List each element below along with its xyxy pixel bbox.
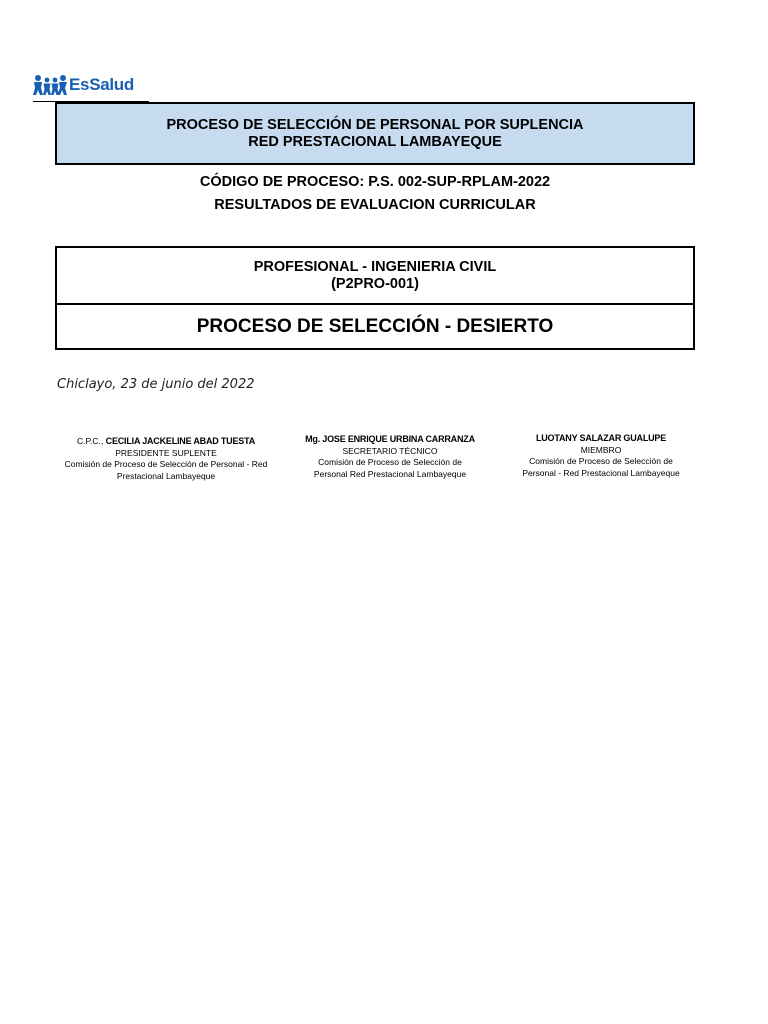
signatory-role: SECRETARIO TÉCNICO [342,445,438,456]
signatory-name: Mg. JOSE ENRIQUE URBINA CARRANZA [305,434,475,444]
signatory-committee-line1: Comisión de Proceso de Selección de Personal - Red [64,459,268,469]
signatory-president [60,436,272,482]
essalud-logo [33,72,134,98]
signatory-name-line [515,433,687,445]
signatory-name: LUOTANY SALAZAR GUALUPE [535,433,667,443]
results-title: RESULTADOS DE EVALUACION CURRICULAR [214,197,536,213]
header-title-line2: RED PRESTACIONAL LAMBAYEQUE [248,133,502,150]
position-code: (P2PRO-001) [331,275,419,292]
signatory-member [515,433,687,479]
process-code: CÓDIGO DE PROCESO: P.S. 002-SUP-RPLAM-2022 [199,174,551,190]
signatory-name-line [300,434,480,446]
signatory-role: PRESIDENTE SUPLENTE [115,447,217,458]
signatory-committee-line2: Prestacional Lambayeque [116,470,216,481]
signatory-committee-line1: Comisión de Proceso de Selección de [318,457,462,467]
people-family-icon [33,74,67,96]
signatory-committee-line1: Comisión de Proceso de Selección de [529,456,673,466]
signatory-committee-line2: Personal - Red Prestacional Lambayeque [522,467,680,478]
signatory-name-line [60,436,272,448]
logo-text: EsSalud [69,75,134,94]
position-box [55,246,695,350]
position-name: PROFESIONAL - INGENIERIA CIVIL [253,258,497,275]
header-box [55,102,695,165]
signatory-role: MIEMBRO [580,444,622,455]
signatory-name: CECILIA JACKELINE ABAD TUESTA [105,436,256,446]
header-title-line1: PROCESO DE SELECCIÓN DE PERSONAL POR SUPLENCIA [166,116,584,133]
position-header [57,248,693,305]
signatory-secretary [300,434,480,480]
signatory-committee-line2: Personal Red Prestacional Lambayeque [313,468,467,479]
signatory-prefix: C.P.C., [76,436,104,446]
process-status: PROCESO DE SELECCIÓN - DESIERTO [196,315,554,337]
place-date: Chiclayo, 23 de junio del 2022 [57,377,255,392]
